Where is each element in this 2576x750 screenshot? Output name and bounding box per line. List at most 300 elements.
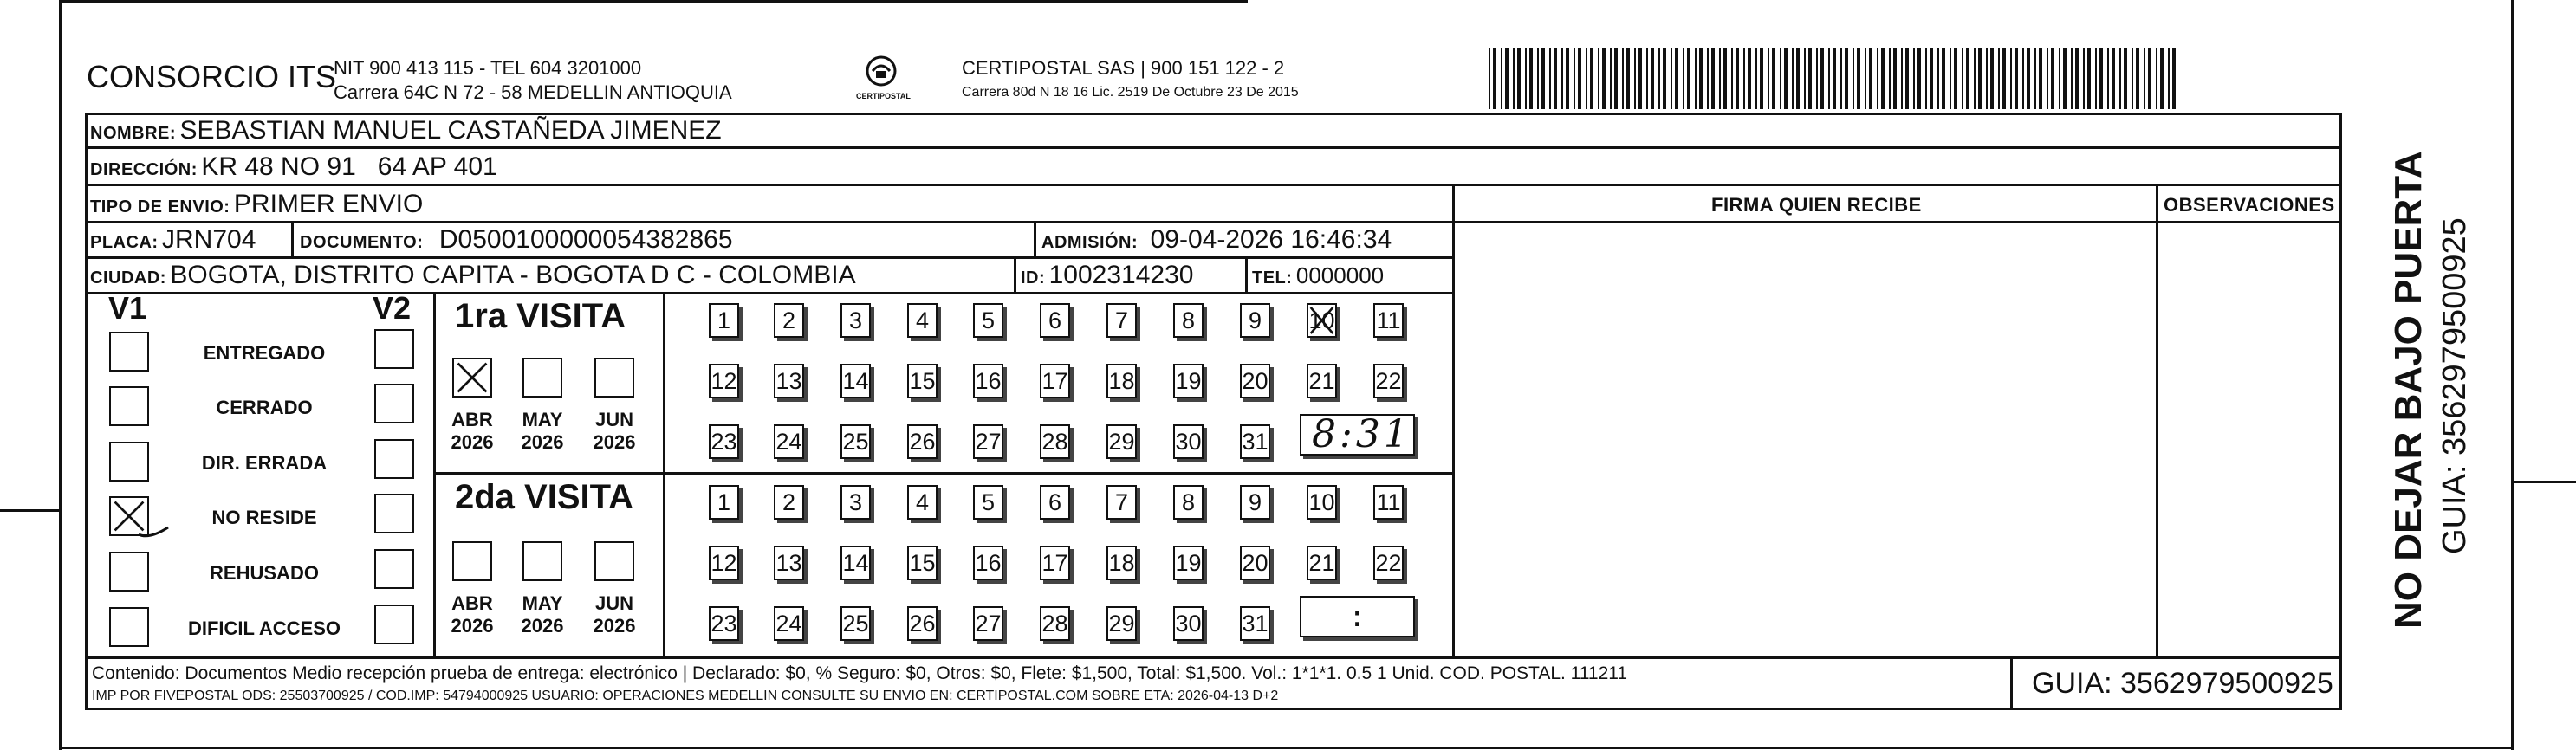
second-visit-time-box[interactable] [1300, 596, 1415, 637]
day-box[interactable] [1373, 485, 1404, 520]
nombre-value: SEBASTIAN MANUEL CASTAÑEDA JIMENEZ [179, 116, 722, 145]
day-box[interactable] [907, 424, 938, 459]
day-box[interactable] [973, 606, 1003, 641]
day-number: 7 [1114, 489, 1129, 515]
barcode-bar [1772, 48, 1775, 109]
barcode-bar [2083, 48, 2085, 109]
day-box[interactable] [1307, 546, 1337, 580]
barcode-bar [1505, 48, 1509, 109]
day-box[interactable] [840, 424, 871, 459]
first-visit-title: 1ra VISITA [455, 297, 626, 335]
direccion-row [90, 152, 497, 182]
placa-label: PLACA: [90, 233, 159, 252]
barcode-bar [1614, 48, 1618, 109]
nombre-row [90, 116, 722, 145]
direccion-value: KR 48 NO 91 64 AP 401 [201, 152, 497, 181]
footer-guia: GUIA: 3562979500925 [2032, 667, 2333, 700]
id-value: 1002314230 [1048, 261, 1194, 289]
barcode-bar [1646, 48, 1648, 109]
v2-checkbox[interactable] [374, 439, 414, 479]
barcode-bar [1501, 48, 1502, 109]
footer-contenido: Contenido: Documentos Medio recepción prueba de entrega: electrónico | Declarado: $0, % Seguro: $0, Otros: $0, Flete: $1,500, Total: $1,500. Vol.: 1*1*1. 0.5 1 Unid. COD. POSTAL. 111211 [92, 663, 1628, 683]
barcode-bar [1917, 48, 1921, 109]
status-option-label: ENTREGADO [203, 342, 326, 364]
day-number: 30 [1175, 429, 1202, 455]
row-line [85, 221, 2342, 223]
day-number: 27 [975, 429, 1002, 455]
ciudad-value: BOGOTA, DISTRITO CAPITA - BOGOTA D C - COLOMBIA [170, 261, 856, 289]
barcode-bar [1755, 48, 1757, 109]
day-box[interactable] [907, 303, 938, 338]
barcode-bar [2160, 48, 2164, 109]
day-box[interactable] [1106, 424, 1137, 459]
barcode-bar [2136, 48, 2139, 109]
day-number: 6 [1048, 307, 1062, 333]
barcode-bar [1828, 48, 1830, 109]
barcode-bar [1978, 48, 1982, 109]
barcode-bar [1695, 48, 1697, 109]
barcode-bar [1586, 48, 1587, 109]
day-box[interactable] [1173, 364, 1204, 398]
barcode-bar [2107, 48, 2109, 109]
day-box[interactable] [1106, 364, 1137, 398]
day-number: 2 [782, 307, 796, 333]
barcode-bar [1901, 48, 1903, 109]
barcode-bar [1610, 48, 1612, 109]
v1-checkbox[interactable] [109, 552, 149, 592]
barcode-bar [1707, 48, 1709, 109]
day-number: 31 [1242, 429, 1269, 455]
day-box[interactable] [1173, 546, 1204, 580]
day-box[interactable] [709, 606, 739, 641]
top-edge-line [61, 0, 1248, 3]
footer-line [85, 656, 2342, 659]
month-label: ABR 2026 [451, 409, 494, 453]
v2-checkbox[interactable] [374, 494, 414, 533]
day-number: 25 [842, 611, 869, 637]
day-number: 16 [975, 368, 1002, 394]
observaciones-header: OBSERVACIONES [2164, 194, 2335, 216]
day-number: 15 [909, 550, 936, 576]
day-box[interactable] [907, 606, 938, 641]
day-number: 1 [717, 307, 731, 333]
day-number: 25 [842, 429, 869, 455]
v1-checkbox[interactable] [109, 442, 149, 482]
day-number: 31 [1242, 611, 1269, 637]
day-number: 10 [1308, 307, 1335, 333]
status-option-label: NO RESIDE [211, 507, 317, 528]
day-number: 17 [1041, 550, 1068, 576]
v1-checkbox[interactable] [109, 386, 149, 426]
day-box[interactable] [973, 303, 1003, 338]
day-box[interactable] [1373, 546, 1404, 580]
barcode-bar [1966, 48, 1969, 109]
day-number: 9 [1248, 489, 1262, 515]
day-number: 14 [842, 368, 869, 394]
barcode-bar [1889, 48, 1891, 109]
ciudad-row [90, 261, 856, 290]
barcode-bar [1905, 48, 1909, 109]
barcode-bar [1950, 48, 1951, 109]
day-number: 21 [1308, 550, 1335, 576]
day-number: 26 [909, 429, 936, 455]
barcode-bar [1937, 48, 1939, 109]
col-line [1014, 256, 1016, 293]
barcode-bar [2002, 48, 2006, 109]
day-number: 21 [1308, 368, 1335, 394]
day-box[interactable] [1173, 424, 1204, 459]
barcode-bar [1942, 48, 1945, 109]
day-number: 27 [975, 611, 1002, 637]
barcode-bar [2010, 48, 2012, 109]
side-warning: NO DEJAR BAJO PUERTA [2387, 151, 2430, 629]
row-line [85, 256, 1454, 259]
day-box[interactable] [840, 303, 871, 338]
day-box[interactable] [973, 546, 1003, 580]
day-box[interactable] [1240, 364, 1270, 398]
day-box[interactable] [1240, 303, 1270, 338]
day-box[interactable] [774, 485, 804, 520]
barcode-bar [1687, 48, 1690, 109]
id-label: ID: [1021, 268, 1046, 288]
barcode-bar [1962, 48, 1963, 109]
day-number: 20 [1242, 550, 1269, 576]
barcode-bar [2034, 48, 2036, 109]
day-number: 3 [848, 489, 863, 515]
day-number: 10 [1308, 489, 1335, 515]
barcode-bar [1493, 48, 1496, 109]
barcode-bar [1865, 48, 1866, 109]
day-number: 23 [711, 611, 737, 637]
tel-value: 0000000 [1295, 262, 1385, 288]
day-box[interactable] [1240, 546, 1270, 580]
barcode-bar [1574, 48, 1575, 109]
month-checkbox[interactable] [594, 541, 634, 581]
barcode-bar [2022, 48, 2024, 109]
barcode-bar [2059, 48, 2060, 109]
barcode-bar [1893, 48, 1897, 109]
day-box[interactable] [1373, 364, 1404, 398]
barcode-bar [2112, 48, 2115, 109]
day-box[interactable] [973, 485, 1003, 520]
month-label: ABR 2026 [451, 592, 494, 637]
admision-label: ADMISIÓN: [1041, 233, 1139, 252]
day-number: 12 [711, 368, 737, 394]
day-box[interactable] [1240, 485, 1270, 520]
certipostal-line: CERTIPOSTAL SAS | 900 151 122 - 2 [962, 57, 1285, 79]
barcode-bar [1513, 48, 1515, 109]
barcode-bar [2071, 48, 2073, 109]
month-label: JUN 2026 [593, 592, 636, 637]
month-checkbox[interactable] [452, 541, 492, 581]
barcode-bar [1675, 48, 1678, 109]
day-box[interactable] [774, 364, 804, 398]
barcode-bar [1602, 48, 1606, 109]
day-box[interactable] [709, 364, 739, 398]
day-number: 17 [1041, 368, 1068, 394]
day-number: 19 [1175, 368, 1202, 394]
day-box[interactable] [709, 303, 739, 338]
v2-checkbox[interactable] [374, 605, 414, 644]
day-box[interactable] [1173, 303, 1204, 338]
day-box[interactable] [840, 606, 871, 641]
row-line [433, 472, 1454, 475]
logo-caption: CERTIPOSTAL [856, 92, 911, 100]
day-number: 5 [981, 489, 996, 515]
status-option-label: DIFICIL ACCESO [187, 617, 341, 639]
day-number: 4 [915, 307, 930, 333]
left-edge-line [59, 0, 62, 750]
day-box[interactable] [1040, 303, 1070, 338]
placa-row [90, 225, 256, 255]
day-number: 13 [775, 368, 802, 394]
barcode-bar [1723, 48, 1727, 109]
day-box[interactable] [840, 485, 871, 520]
documento-label: DOCUMENTO: [300, 233, 424, 252]
barcode-bar [1845, 48, 1848, 109]
day-number: 3 [848, 307, 863, 333]
day-number: 19 [1175, 550, 1202, 576]
barcode-bar [1598, 48, 1599, 109]
day-number: 6 [1048, 489, 1062, 515]
col-line [1034, 221, 1036, 257]
barcode-bar [1808, 48, 1812, 109]
barcode-bar [1974, 48, 1976, 109]
barcode-bar [1743, 48, 1745, 109]
barcode-bar [1930, 48, 1933, 109]
day-number: 8 [1181, 489, 1196, 515]
day-box[interactable] [1106, 606, 1137, 641]
day-box[interactable] [774, 606, 804, 641]
barcode-bar [1998, 48, 2000, 109]
ciudad-label: CIUDAD: [90, 268, 166, 288]
barcode-bar [1529, 48, 1533, 109]
col-line [433, 292, 436, 658]
barcode-bar [1549, 48, 1551, 109]
day-box[interactable] [1240, 606, 1270, 641]
day-box[interactable] [774, 424, 804, 459]
day-box[interactable] [1040, 546, 1070, 580]
day-number: 18 [1108, 550, 1135, 576]
tipo-row [90, 190, 423, 219]
day-number: 16 [975, 550, 1002, 576]
day-box[interactable] [1040, 364, 1070, 398]
side-guia: GUIA: 3562979500925 [2436, 217, 2473, 554]
nombre-label: NOMBRE: [90, 124, 177, 143]
day-number: 22 [1375, 550, 1402, 576]
company-address: Carrera 64C N 72 - 58 MEDELLIN ANTIOQUIA [334, 81, 732, 103]
barcode-bar [1489, 48, 1490, 109]
barcode-bar [1780, 48, 1781, 109]
day-box[interactable] [1240, 424, 1270, 459]
day-number: 20 [1242, 368, 1269, 394]
v2-checkbox[interactable] [374, 549, 414, 589]
bottom-edge-line [61, 747, 2513, 749]
day-number: 28 [1041, 611, 1068, 637]
day-box[interactable] [1106, 485, 1137, 520]
col-line [663, 292, 665, 658]
right-tick-line [2513, 481, 2576, 483]
nit-line: NIT 900 413 115 - TEL 604 3201000 [334, 57, 642, 79]
month-checkbox[interactable] [594, 358, 634, 398]
day-box[interactable] [1307, 364, 1337, 398]
admision-field [1041, 225, 1392, 255]
day-number: 8 [1181, 307, 1196, 333]
day-number: 23 [711, 429, 737, 455]
barcode-bar [1651, 48, 1654, 109]
day-number: 13 [775, 550, 802, 576]
day-box[interactable] [1373, 303, 1404, 338]
barcode-bar [1816, 48, 1818, 109]
barcode-bar [2015, 48, 2018, 109]
day-box[interactable] [1040, 485, 1070, 520]
barcode-bar [2095, 48, 2097, 109]
col-line [2010, 656, 2013, 710]
barcode-bar [2148, 48, 2151, 109]
row-line [85, 184, 2342, 186]
barcode-bar [1626, 48, 1630, 109]
day-box[interactable] [907, 364, 938, 398]
barcode-bar [2119, 48, 2121, 109]
barcode-bar [1663, 48, 1666, 109]
day-box[interactable] [1106, 546, 1137, 580]
tipo-value: PRIMER ENVIO [233, 190, 424, 218]
day-number: 29 [1108, 611, 1135, 637]
barcode-bar [1925, 48, 1927, 109]
month-checkbox[interactable] [522, 358, 562, 398]
barcode-bar [2039, 48, 2042, 109]
day-box[interactable] [1040, 606, 1070, 641]
day-number: 22 [1375, 368, 1402, 394]
status-option-label: CERRADO [216, 397, 313, 418]
v2-header: V2 [373, 290, 412, 326]
barcode-bar [1853, 48, 1854, 109]
tel-label: TEL: [1252, 268, 1293, 288]
barcode-bar [1578, 48, 1581, 109]
barcode-bar [1731, 48, 1733, 109]
day-box[interactable] [1307, 485, 1337, 520]
day-box[interactable] [709, 485, 739, 520]
barcode-bar [1566, 48, 1569, 109]
barcode-bar [2075, 48, 2079, 109]
status-option-label: DIR. ERRADA [201, 452, 328, 474]
barcode-bar [2132, 48, 2133, 109]
row-line [85, 292, 1454, 294]
month-checkbox[interactable] [452, 358, 492, 398]
barcode-bar [2051, 48, 2054, 109]
first-visit-time-box[interactable] [1300, 414, 1415, 456]
day-number: 11 [1376, 307, 1401, 333]
day-box[interactable] [907, 485, 938, 520]
barcode-bar [1768, 48, 1769, 109]
day-number: 24 [775, 611, 802, 637]
form-frame [85, 113, 2342, 710]
barcode-bar [1913, 48, 1915, 109]
barcode-bar [1638, 48, 1642, 109]
day-box[interactable] [1173, 606, 1204, 641]
v1-checkbox[interactable] [109, 332, 149, 372]
barcode-bar [1634, 48, 1636, 109]
day-number: 15 [909, 368, 936, 394]
v1-header: V1 [108, 290, 147, 326]
day-box[interactable] [774, 303, 804, 338]
day-box[interactable] [1307, 303, 1337, 338]
day-number: 26 [909, 611, 936, 637]
barcode-bar [2156, 48, 2157, 109]
day-number: 28 [1041, 429, 1068, 455]
day-box[interactable] [1040, 424, 1070, 459]
barcode-bar [1820, 48, 1824, 109]
barcode-bar [1990, 48, 1994, 109]
direccion-label: DIRECCIÓN: [90, 160, 198, 179]
day-number: 9 [1248, 307, 1262, 333]
barcode-bar [1954, 48, 1957, 109]
day-number: 24 [775, 429, 802, 455]
barcode-bar [1881, 48, 1885, 109]
day-box[interactable] [709, 546, 739, 580]
day-number: 12 [711, 550, 737, 576]
day-number: 18 [1108, 368, 1135, 394]
day-box[interactable] [774, 546, 804, 580]
documento-field [300, 225, 733, 255]
day-box[interactable] [709, 424, 739, 459]
barcode-bar [1748, 48, 1751, 109]
v2-checkbox[interactable] [374, 329, 414, 369]
tel-field [1252, 262, 1384, 289]
month-checkbox[interactable] [522, 541, 562, 581]
day-box[interactable] [973, 364, 1003, 398]
barcode-bar [1537, 48, 1539, 109]
barcode-bar [2099, 48, 2103, 109]
barcode [1489, 48, 2182, 109]
id-field [1021, 261, 1193, 290]
day-box[interactable] [1106, 303, 1137, 338]
day-box[interactable] [973, 424, 1003, 459]
v1-checkbox[interactable] [109, 496, 149, 536]
barcode-bar [1658, 48, 1660, 109]
company-name: CONSORCIO ITS [87, 59, 337, 94]
day-number: 30 [1175, 611, 1202, 637]
tipo-label: TIPO DE ENVIO: [90, 197, 230, 217]
day-box[interactable] [840, 546, 871, 580]
barcode-bar [2087, 48, 2091, 109]
day-box[interactable] [840, 364, 871, 398]
barcode-bar [1541, 48, 1545, 109]
day-number: 29 [1108, 429, 1135, 455]
col-line [291, 221, 294, 257]
first-visit-time: 8:31 [1312, 412, 1411, 456]
col-line [1245, 256, 1248, 293]
barcode-bar [1525, 48, 1527, 109]
barcode-bar [1796, 48, 1800, 109]
day-number: 2 [782, 489, 796, 515]
day-number: 14 [842, 550, 869, 576]
barcode-bar [1784, 48, 1788, 109]
day-number: 11 [1376, 489, 1401, 515]
barcode-bar [1622, 48, 1624, 109]
day-box[interactable] [1173, 485, 1204, 520]
v2-checkbox[interactable] [374, 384, 414, 423]
v1-checkbox[interactable] [109, 607, 149, 647]
barcode-bar [1561, 48, 1563, 109]
barcode-bar [1719, 48, 1721, 109]
day-number: 1 [717, 489, 731, 515]
barcode-bar [1671, 48, 1672, 109]
day-number: 5 [981, 307, 996, 333]
firma-header: FIRMA QUIEN RECIBE [1711, 194, 1922, 216]
day-box[interactable] [907, 546, 938, 580]
documento-value: D0500100000054382865 [438, 225, 733, 254]
